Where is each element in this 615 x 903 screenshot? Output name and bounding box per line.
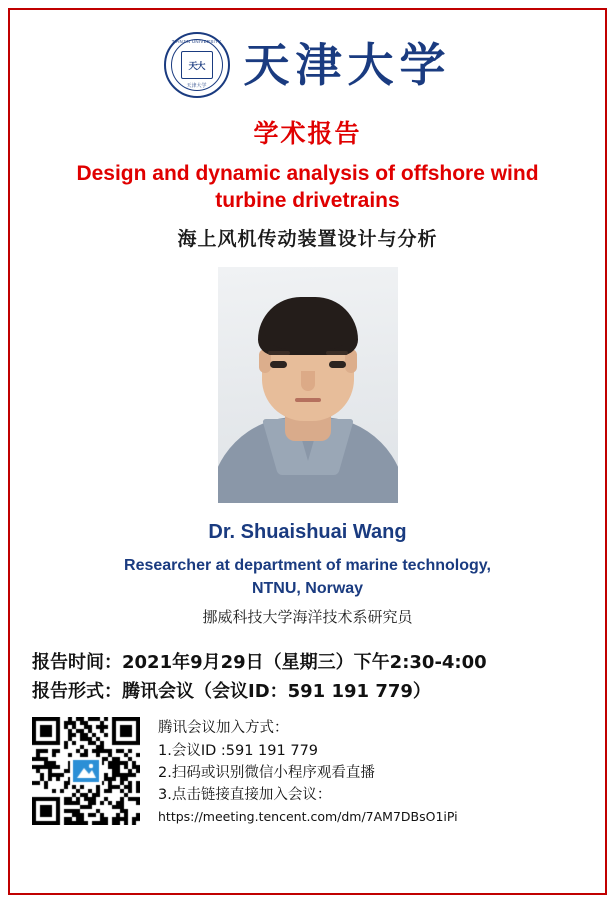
portrait-nose xyxy=(301,371,315,391)
meeting-time: 报告时间：2021年9月29日（星期三）下午2:30-4:00 xyxy=(32,652,487,674)
university-seal-icon xyxy=(164,32,230,98)
join-info xyxy=(158,717,458,826)
portrait-brow-right xyxy=(326,351,348,355)
meeting-format: 报告形式：腾讯会议（会议ID：591 191 779） xyxy=(32,681,431,703)
join-block xyxy=(10,707,605,826)
seal-bottom-text: 天津大学 xyxy=(186,83,207,89)
speaker-role-chinese: 挪威科技大学海洋技术系研究员 xyxy=(202,608,413,627)
poster-frame xyxy=(8,8,607,895)
title-chinese: 海上风机传动装置设计与分析 xyxy=(177,228,438,251)
portrait-mouth xyxy=(295,398,321,402)
join-line-2: 2.扫码或识别微信小程序观看直播 xyxy=(158,765,375,781)
seal-center-text: 天大 xyxy=(181,51,213,79)
seal-top-text: TIANJIN UNIVERSITY xyxy=(171,39,222,44)
speaker-role-english: Researcher at department of marine technology, NTNU, Norway xyxy=(124,557,491,598)
university-header xyxy=(10,32,605,98)
portrait-eye-left xyxy=(270,361,287,368)
talk-label: 学术报告 xyxy=(253,119,362,148)
join-url[interactable]: https://meeting.tencent.com/dm/7AM7DBsO1iPi xyxy=(158,808,458,824)
join-line-1: 1.会议ID :591 191 779 xyxy=(158,742,319,759)
qr-code[interactable] xyxy=(32,717,140,825)
join-heading: 腾讯会议加入方式： xyxy=(158,720,289,737)
university-name: 天津大学 xyxy=(243,38,452,92)
speaker-name: Dr. Shuaishuai Wang xyxy=(208,521,407,544)
portrait-brow-left xyxy=(268,351,290,355)
meeting-meta xyxy=(10,649,605,707)
title-english: Design and dynamic analysis of offshore wind turbine drivetrains xyxy=(76,161,539,212)
join-line-3: 3.点击链接直接加入会议： xyxy=(158,787,332,804)
portrait-eye-right xyxy=(329,361,346,368)
speaker-portrait xyxy=(218,267,398,503)
